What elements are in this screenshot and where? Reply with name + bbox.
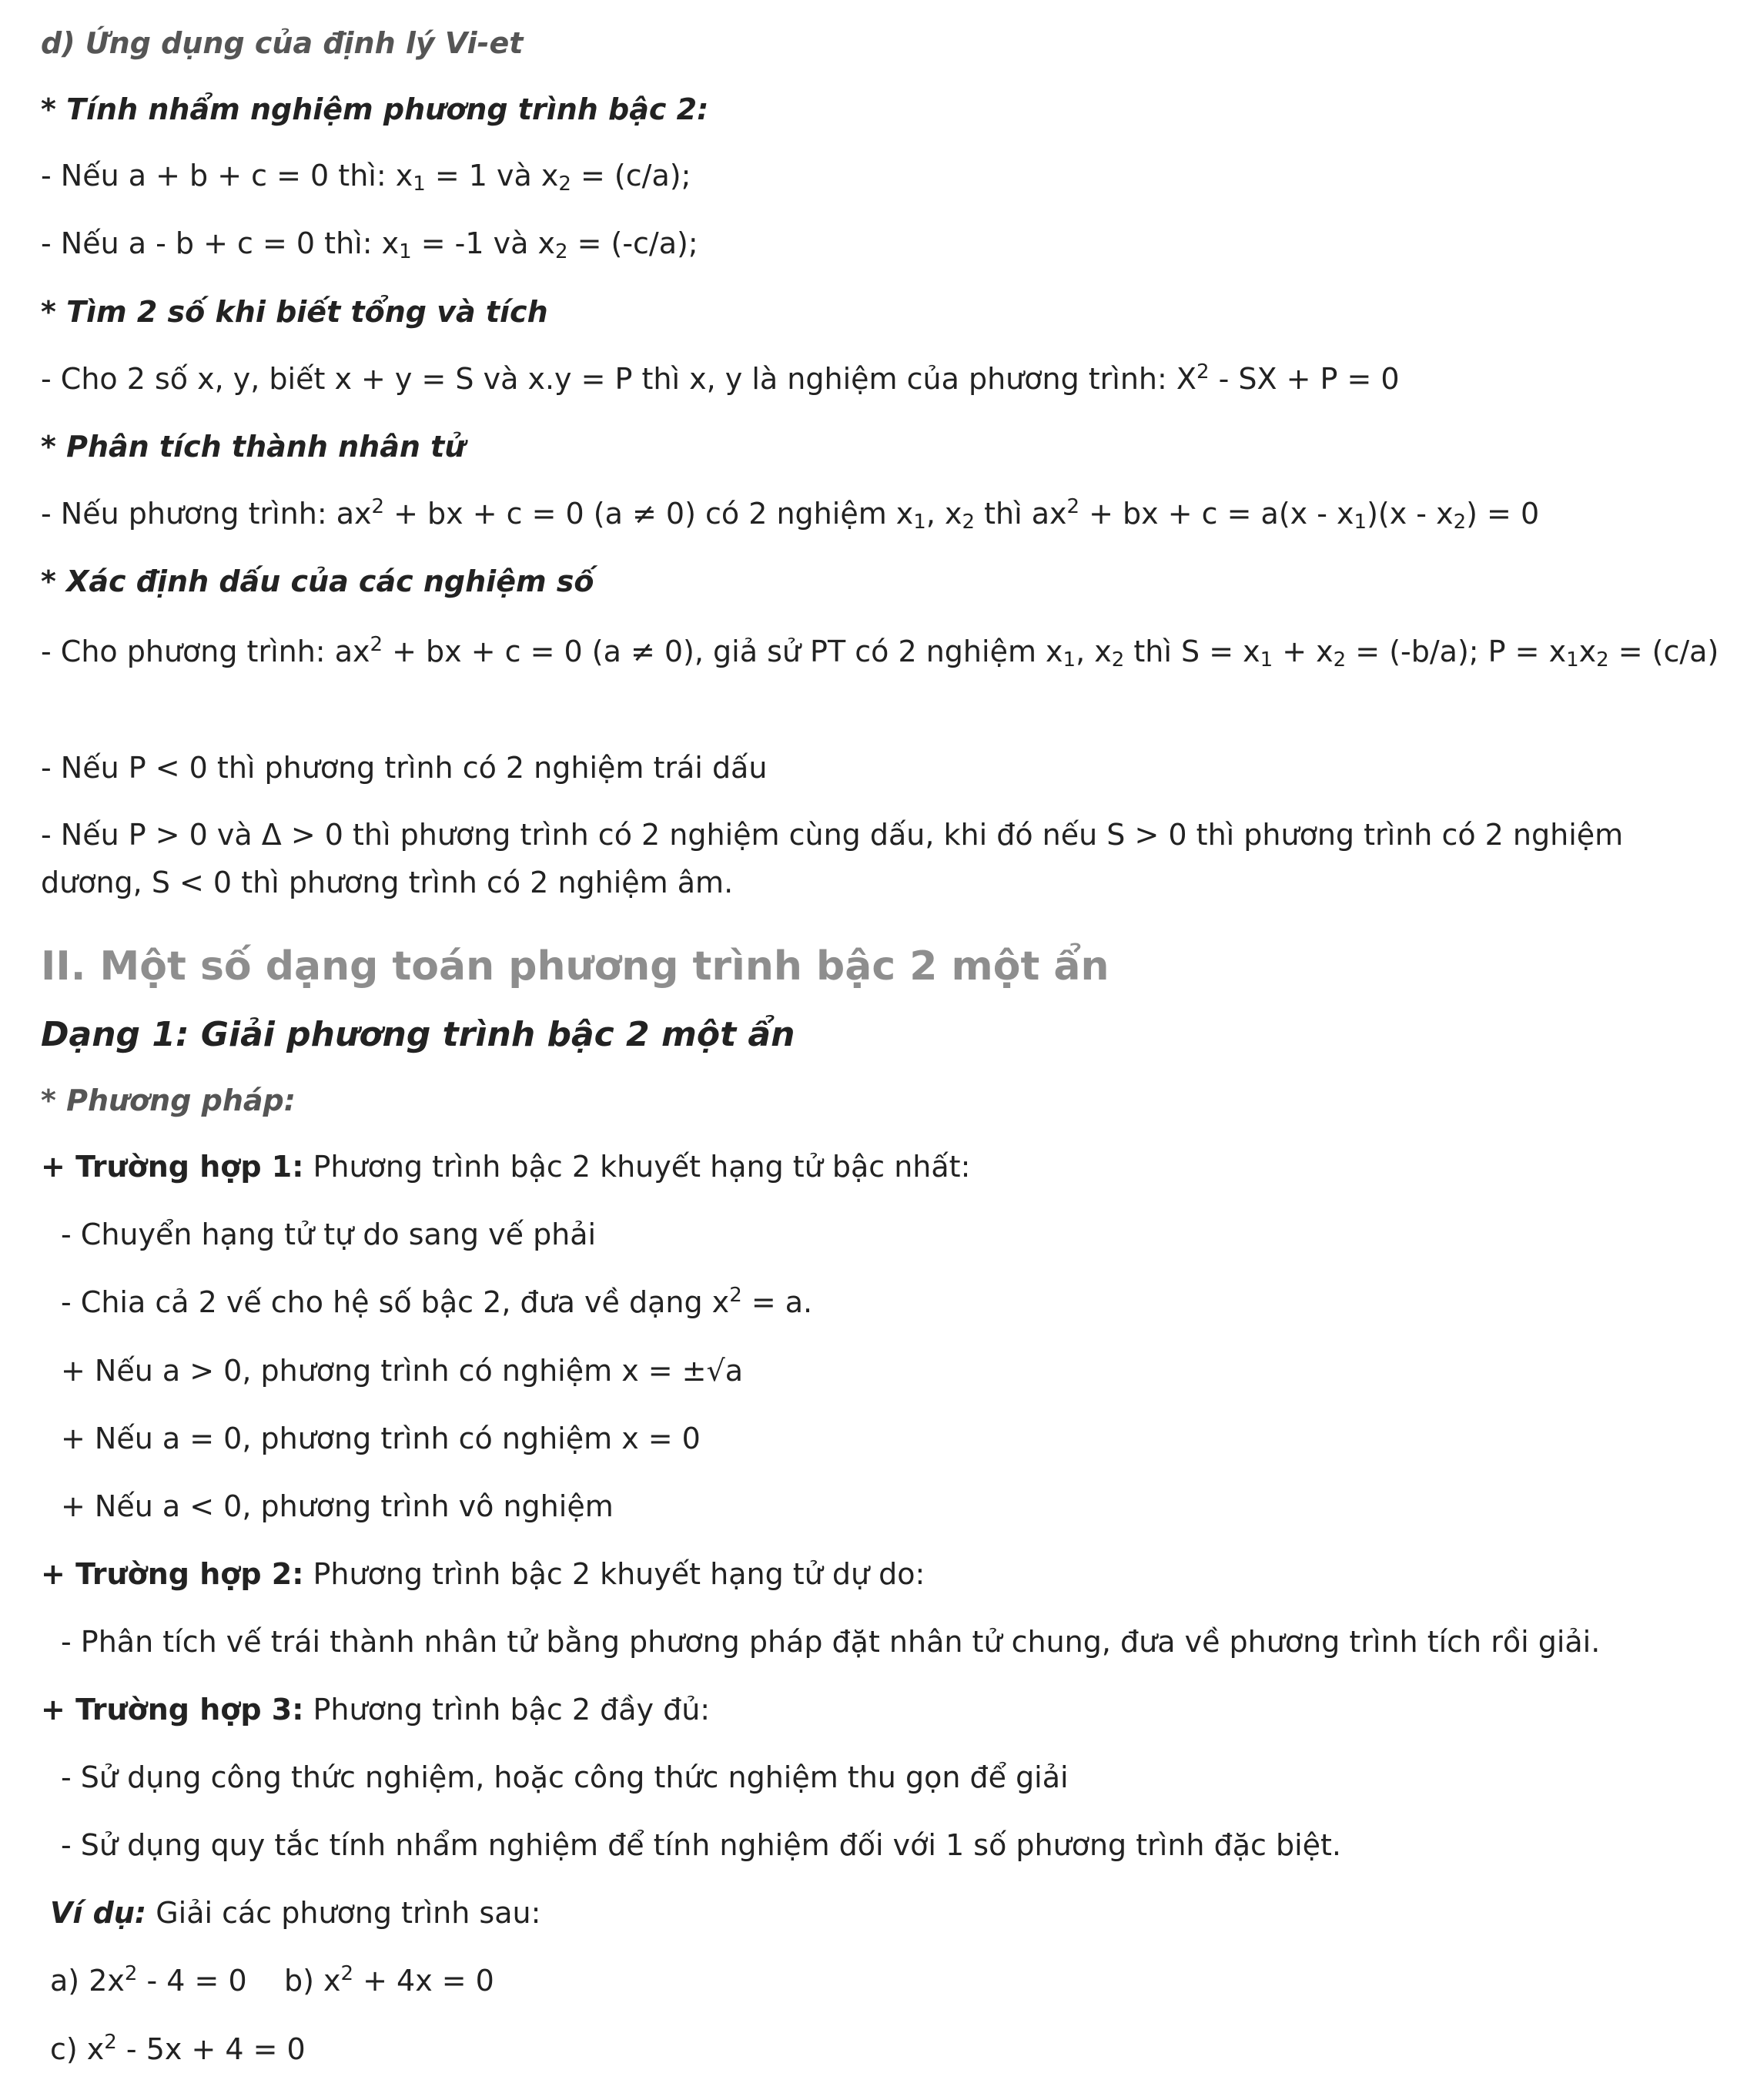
line-p-positive: - Nếu P > 0 và Δ > 0 thì phương trình có 2 nghiệm cùng dấu, khi đó nếu S > 0 thì phương trình có 2 nghiệm dương, S < 0 thì phương trình có 2 nghiệm âm. (41, 818, 1624, 899)
case-3-step-2: - Sử dụng quy tắc tính nhẩm nghiệm để tính nghiệm đối với 1 số phương trình đặc biệt. (61, 1828, 1342, 1862)
line-sum-zero: - Nếu a + b + c = 0 thì: $x_1 = 1$ và $x_2 = (c/a)$; (41, 159, 691, 196)
line-vieta-formulas: - Cho phương trình: $ax^2$ + bx + c = 0 (a ≠ 0), giả sử PT có 2 nghiệm $x_1$, $x_2$ thì $S = x_1 + x_2 = (-b/a)$; $P = x_1x_2 = (c/a)$ (41, 633, 1719, 672)
line-factorization: - Nếu phương trình: $ax^2$ + bx + c = 0 (a ≠ 0) có 2 nghiệm $x_1$, $x_2$ thì $ax^2$ + bx + $c = a(x - x_1)(x - x_2) = 0$ (41, 495, 1540, 534)
case-2: + Trường hợp 2: Phương trình bậc 2 khuyết hạng tử dự do: (41, 1557, 925, 1591)
case-2-step-1: - Phân tích vế trái thành nhân tử bằng phương pháp đặt nhân tử chung, đưa về phương trình tích rồi giải. (61, 1625, 1601, 1659)
subheading-mental-roots: * Tính nhẩm nghiệm phương trình bậc 2: (41, 92, 709, 126)
subheading-sum-product: * Tìm 2 số khi biết tổng và tích (41, 295, 548, 329)
example-label: Ví dụ: Giải các phương trình sau: (50, 1896, 541, 1930)
heading-viet-applications: d) Ứng dụng của định lý Vi-et (41, 26, 524, 60)
case-1-a-zero: + Nếu a = 0, phương trình có nghiệm x = 0 (61, 1422, 701, 1455)
case-1: + Trường hợp 1: Phương trình bậc 2 khuyết hạng tử bậc nhất: (41, 1150, 971, 1184)
case-1-step-1: - Chuyển hạng tử tự do sang vế phải (61, 1217, 597, 1251)
example-equation-c: c) $x^2 - 5x + 4 = 0$ (50, 2031, 306, 2066)
case-1-a-positive: + Nếu a > 0, phương trình có nghiệm x = ±√a (61, 1354, 744, 1388)
case-3: + Trường hợp 3: Phương trình bậc 2 đầy đủ: (41, 1693, 711, 1727)
case-1-step-2: - Chia cả 2 vế cho hệ số bậc 2, đưa về dạng $x^2 = a$. (61, 1284, 813, 1319)
section-title-equation-types: II. Một số dạng toán phương trình bậc 2 một ẩn (41, 943, 1109, 990)
method-label: * Phương pháp: (41, 1083, 296, 1117)
line-p-negative: - Nếu P < 0 thì phương trình có 2 nghiệm trái dấu (41, 751, 768, 785)
subheading-factorization: * Phân tích thành nhân tử (41, 430, 466, 464)
case-1-a-negative: + Nếu a < 0, phương trình vô nghiệm (61, 1489, 614, 1523)
line-alt-sum-zero: - Nếu a - b + c = 0 thì: $x_1 = -1$ và $x_2 = (-c/a)$; (41, 226, 698, 263)
heading-type-1: Dạng 1: Giải phương trình bậc 2 một ẩn (41, 1015, 795, 1054)
example-equations-a-b: a) $2x^2 - 4 = 0$ b) $x^2 + 4x = 0$ (50, 1962, 494, 1998)
subheading-root-signs: * Xác định dấu của các nghiệm số (41, 564, 594, 598)
case-3-step-1: - Sử dụng công thức nghiệm, hoặc công thức nghiệm thu gọn để giải (61, 1760, 1069, 1794)
line-sum-product: - Cho 2 số x, y, biết x + y = S và x.y = P thì x, y là nghiệm của phương trình: $X^2$ - SX + P = 0 (41, 360, 1400, 396)
